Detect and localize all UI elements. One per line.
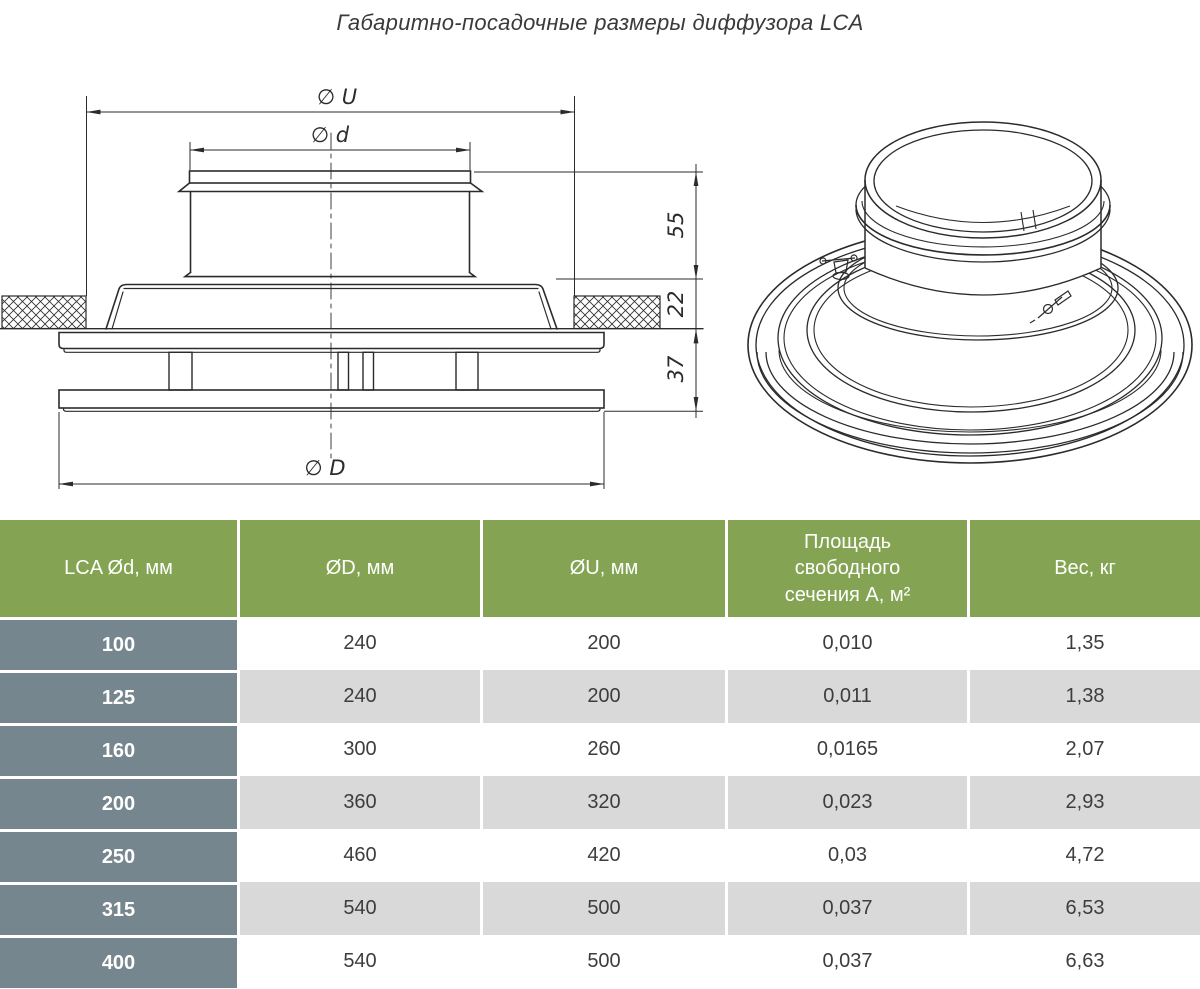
- label-diameter-d: ∅ d: [310, 123, 350, 147]
- table-cell: 4,72: [970, 829, 1200, 882]
- table-cell: 0,0165: [728, 723, 970, 776]
- row-header-cell: 100: [0, 617, 240, 670]
- table-cell: 420: [483, 829, 728, 882]
- isometric-view: [748, 122, 1192, 463]
- row-header-cell: 125: [0, 670, 240, 723]
- label-ceiling-thickness: 22: [664, 290, 688, 318]
- neck-walls: [191, 192, 470, 273]
- header-cell-u: ØU, мм: [483, 520, 728, 617]
- clip-right: [1030, 291, 1071, 323]
- header-cell-weight: Вес, кг: [970, 520, 1200, 617]
- table-cell: 540: [240, 935, 483, 988]
- table-cell: 1,35: [970, 617, 1200, 670]
- table-row: [0, 617, 1200, 670]
- header-cell-area: Площадь свободного сечения А, м²: [728, 520, 970, 617]
- row-header-cell: 200: [0, 776, 240, 829]
- neck-rim: [190, 171, 471, 183]
- page-title: Габаритно-посадочные размеры диффузора LCA: [336, 10, 864, 35]
- table-cell: 0,023: [728, 776, 970, 829]
- bottom-plate: [59, 390, 604, 408]
- ceiling-hatch-left: [2, 296, 86, 329]
- table-cell: 0,010: [728, 617, 970, 670]
- spec-table: [0, 520, 1200, 988]
- table-cell: 360: [240, 776, 483, 829]
- label-body-height: 37: [664, 355, 688, 383]
- post: [363, 352, 374, 390]
- table-cell: 500: [483, 935, 728, 988]
- dimensions: [59, 96, 703, 489]
- table-cell: 500: [483, 882, 728, 935]
- face-plate: [59, 333, 604, 349]
- table-row: [0, 829, 1200, 882]
- table-cell: 6,53: [970, 882, 1200, 935]
- table-cell: 200: [483, 617, 728, 670]
- post: [456, 352, 478, 390]
- label-neck-height: 55: [664, 211, 688, 239]
- row-header-cell: 315: [0, 882, 240, 935]
- table-row: [0, 723, 1200, 776]
- table-row: [0, 776, 1200, 829]
- label-diameter-u: ∅ U: [316, 85, 358, 109]
- table-cell: 2,93: [970, 776, 1200, 829]
- row-header-cell: 400: [0, 935, 240, 988]
- post: [338, 352, 349, 390]
- table-cell: 200: [483, 670, 728, 723]
- table-cell: 240: [240, 670, 483, 723]
- table-cell: 0,037: [728, 882, 970, 935]
- section-view: [0, 133, 703, 458]
- header-cell-d: LCA Ød, мм: [0, 520, 240, 617]
- table-cell: 300: [240, 723, 483, 776]
- cone-body: [106, 285, 557, 330]
- table-cell: 260: [483, 723, 728, 776]
- table-cell: 0,03: [728, 829, 970, 882]
- table-cell: 540: [240, 882, 483, 935]
- table-cell: 0,011: [728, 670, 970, 723]
- table-cell: 0,037: [728, 935, 970, 988]
- table-cell: 240: [240, 617, 483, 670]
- table-row: [0, 670, 1200, 723]
- row-header-cell: 160: [0, 723, 240, 776]
- cone-inner-slants: [112, 292, 551, 329]
- table-cell: 320: [483, 776, 728, 829]
- table-body: [0, 617, 1200, 988]
- table-cell: 460: [240, 829, 483, 882]
- neck-foot: [185, 273, 475, 277]
- table-header: [0, 520, 1200, 617]
- neck-flare: [179, 183, 482, 192]
- table-cell: 1,38: [970, 670, 1200, 723]
- label-diameter-big-d: ∅ D: [304, 456, 346, 480]
- table-row: [0, 882, 1200, 935]
- table-cell: 2,07: [970, 723, 1200, 776]
- table-row: [0, 935, 1200, 988]
- table-cell: 6,63: [970, 935, 1200, 988]
- post: [169, 352, 192, 390]
- ceiling-hatch-right: [574, 296, 660, 329]
- header-cell-big-d: ØD, мм: [240, 520, 483, 617]
- row-header-cell: 250: [0, 829, 240, 882]
